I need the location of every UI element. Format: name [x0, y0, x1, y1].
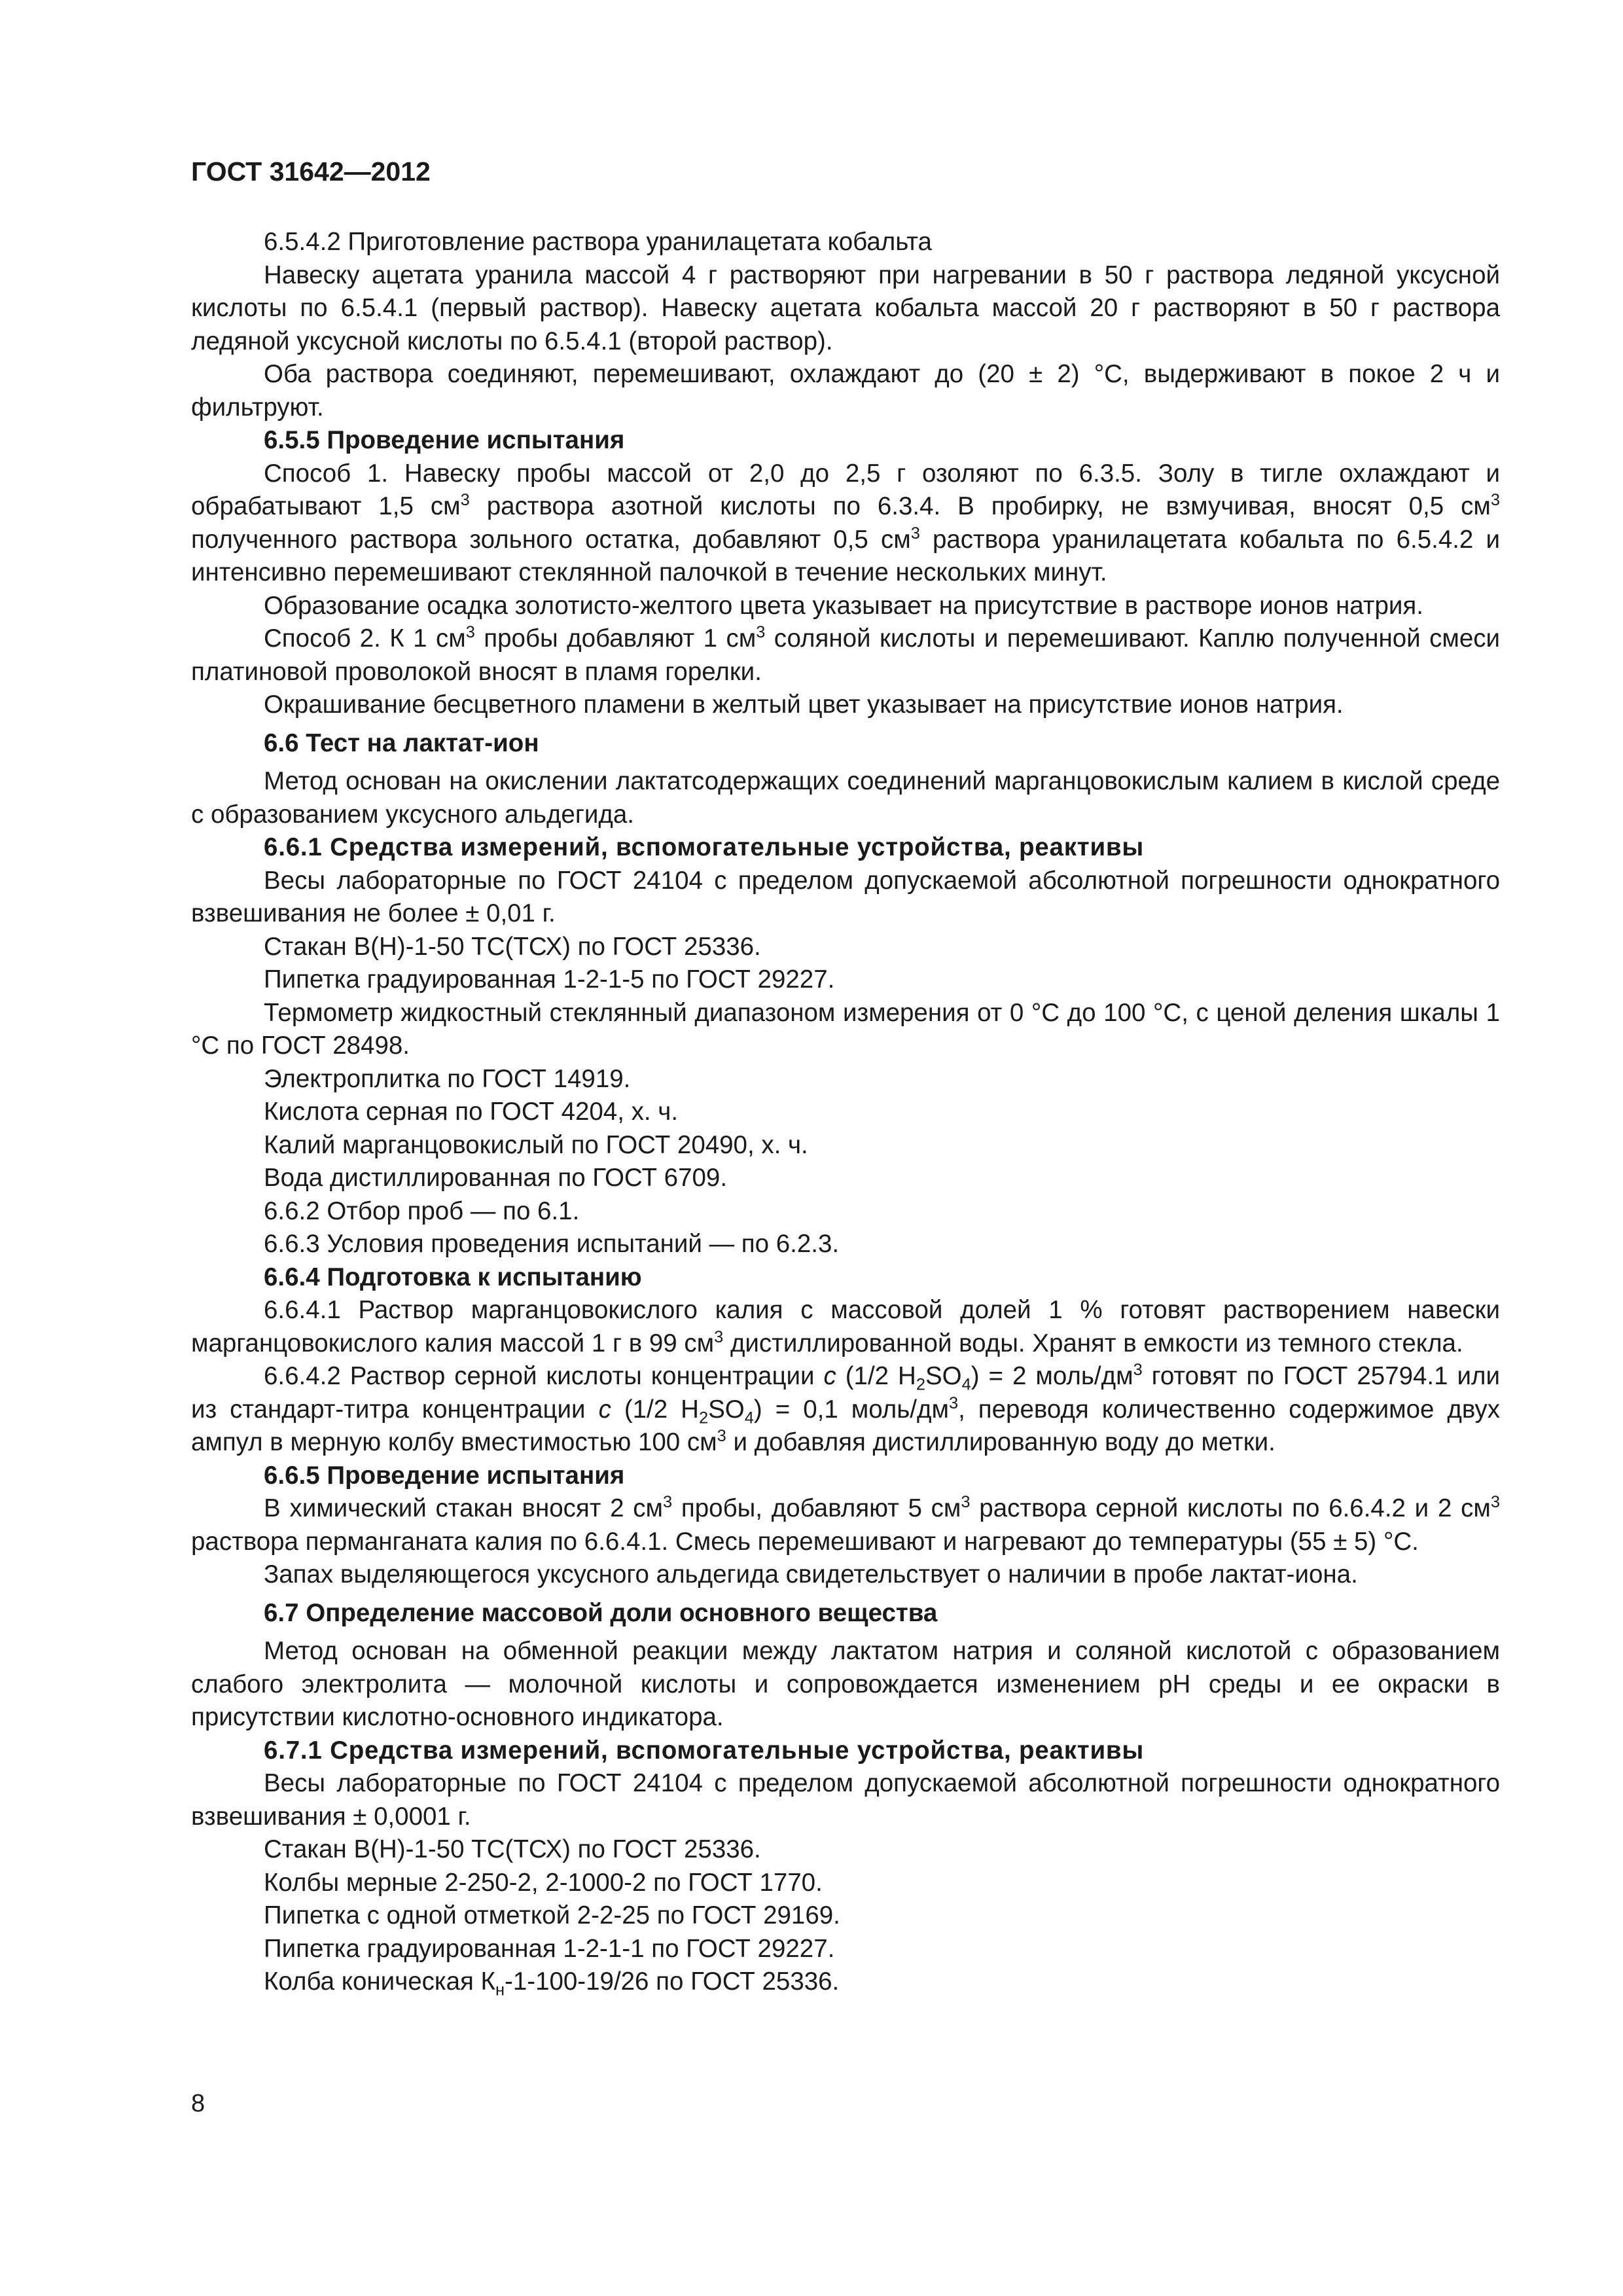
- paragraph: Метод основан на обменной реакции между лактатом натрия и соляной кислотой с образованием слабого электролита — молочной кислоты и сопровождается изменением pH среды и ее окраски в присутствии кислотно-основного индикатора.: [191, 1637, 1500, 1731]
- paragraph: 6.6.4.1 Раствор марганцовокислого калия с массовой долей 1 % готовят растворением навески марганцовокислого калия массой 1 г в 99 $см^3$ дистиллированной воды. Хранят в емкости из темного стекла.: [191, 1296, 1500, 1357]
- section-heading: 6.5.5 Проведение испытания: [264, 426, 625, 454]
- section-heading: 6.6.4 Подготовка к испытанию: [264, 1263, 642, 1291]
- paragraph: Кислота серная по ГОСТ 4204, х. ч.: [264, 1098, 679, 1126]
- section-heading: 6.6.5 Проведение испытания: [264, 1461, 625, 1490]
- paragraph: В химический стакан вносят 2 $см^3$ пробы, добавляют 5 $см^3$ раствора серной кислоты по 6.6.4.2 и 2 $см^3$ раствора перманганата калия по 6.6.4.1. Смесь перемешивают и нагревают до температуры (55 ± 5) °С.: [191, 1493, 1500, 1556]
- paragraph: Навеску ацетата уранила массой 4 г растворяют при нагревании в 50 г раствора ледяной уксусной кислоты по 6.5.4.1 (первый раствор). Навеску ацетата кобальта массой 20 г растворяют в 50 г раствора ледяной уксусной кислоты по 6.5.4.1 (второй раствор).: [191, 260, 1500, 355]
- paragraph: Образование осадка золотисто-желтого цвета указывает на присутствие в растворе ионов натрия.: [264, 591, 1423, 620]
- paragraph: Пипетка градуированная 1-2-1-1 по ГОСТ 29227.: [264, 1934, 835, 1963]
- paragraph: Запах выделяющегося уксусного альдегида свидетельствует о наличии в пробе лактат-иона.: [264, 1560, 1358, 1588]
- paragraph: Пипетка градуированная 1-2-1-5 по ГОСТ 29227.: [264, 965, 835, 994]
- paragraph: Электроплитка по ГОСТ 14919.: [264, 1064, 631, 1093]
- paragraph: Способ 1. Навеску пробы массой от 2,0 до 2,5 г озоляют по 6.3.5. Золу в тигле охлаждают и обрабатывают 1,5 $см^3$ раствора азотной кислоты по 6.3.4. В пробирку, не взмучивая, вносят 0,5 $см^3$ полученного раствора зольного остатка, добавляют 0,5 $см^3$ раствора уранилацетата кобальта по 6.5.4.2 и интенсивно перемешивают стеклянной палочкой в течение нескольких минут.: [191, 459, 1500, 586]
- paragraph: Пипетка с одной отметкой 2-2-25 по ГОСТ 29169.: [264, 1901, 840, 1929]
- paragraph: Стакан В(Н)-1-50 ТС(ТСХ) по ГОСТ 25336.: [264, 1835, 761, 1863]
- section-heading: 6.6.1 Средства измерений, вспомогательные устройства, реактивы: [264, 833, 1145, 861]
- paragraph: Вода дистиллированная по ГОСТ 6709.: [264, 1164, 728, 1192]
- paragraph: 6.6.4.2 Раствор серной кислоты концентрации c (1/2 $H_2SO_4) = 2$ моль/$дм^3$ готовят по ГОСТ 25794.1 или из стандарт-титра концентрации c (1/2 $H_2SO_4) = 0,1$ моль/$дм^3$, переводя количественно содержимое двух ампул в мерную колбу вместимостью 100 $см^3$ и добавляя дистиллированную воду до метки.: [191, 1361, 1500, 1456]
- paragraph: Метод основан на окислении лактатсодержащих соединений марганцовокислым калием в кислой среде с образованием уксусного альдегида.: [191, 767, 1500, 829]
- paragraph: 6.6.2 Отбор проб — по 6.1.: [264, 1196, 580, 1225]
- paragraph: Колба коническая $К_н-1-100-19/26$ по ГОСТ 25336.: [264, 1967, 840, 2000]
- section-heading: 6.7 Определение массовой доли основного вещества: [264, 1598, 938, 1627]
- paragraph: 6.5.4.2 Приготовление раствора уранилацетата кобальта: [264, 228, 932, 256]
- paragraph: Весы лабораторные по ГОСТ 24104 с пределом допускаемой абсолютной погрешности однократного взвешивания не более ± 0,01 г.: [191, 866, 1500, 927]
- paragraph: Оба раствора соединяют, перемешивают, охлаждают до (20 ± 2) °С, выдерживают в покое 2 ч и фильтруют.: [191, 360, 1500, 422]
- paragraph: Колбы мерные 2-250-2, 2-1000-2 по ГОСТ 1770.: [264, 1868, 823, 1897]
- document-body: [191, 226, 1500, 1999]
- page-number: 8: [191, 2090, 205, 2117]
- section-heading: 6.7.1 Средства измерений, вспомогательные устройства, реактивы: [264, 1736, 1145, 1765]
- paragraph: Термометр жидкостный стеклянный диапазоном измерения от 0 °С до 100 °С, с ценой деления шкалы 1 °С по ГОСТ 28498.: [191, 998, 1500, 1060]
- paragraph: 6.6.3 Условия проведения испытаний — по 6.2.3.: [264, 1230, 840, 1258]
- paragraph: Весы лабораторные по ГОСТ 24104 с пределом допускаемой абсолютной погрешности однократного взвешивания ± 0,0001 г.: [191, 1769, 1500, 1831]
- paragraph: Окрашивание бесцветного пламени в желтый цвет указывает на присутствие ионов натрия.: [264, 691, 1344, 719]
- section-heading: 6.6 Тест на лактат-ион: [264, 728, 539, 757]
- paragraph: Стакан В(Н)-1-50 ТС(ТСХ) по ГОСТ 25336.: [264, 932, 761, 961]
- paragraph: Калий марганцовокислый по ГОСТ 20490, х. ч.: [264, 1130, 808, 1159]
- paragraph: Способ 2. К 1 $см^3$ пробы добавляют 1 $см^3$ соляной кислоты и перемешивают. Каплю полученной смеси платиновой проволокой вносят в пламя горелки.: [191, 623, 1500, 686]
- document-header: ГОСТ 31642—2012: [191, 156, 431, 187]
